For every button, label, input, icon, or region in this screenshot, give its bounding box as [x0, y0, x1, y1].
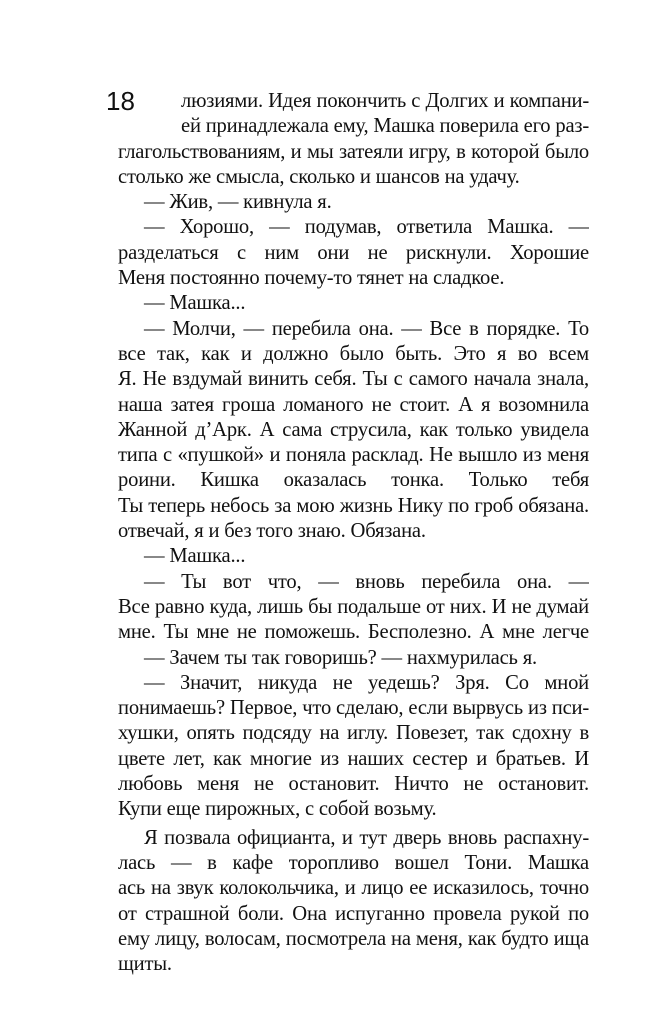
text-line: — Зачем ты так говоришь? — нахмурилась я. [144, 646, 537, 669]
text-line: ась на звук колокольчика, и лицо ее исказилось, точно [118, 877, 589, 900]
text-line: любовь меня не остановит. Ничто не остановит. [118, 773, 589, 796]
text-line: — Жив, — кивнула я. [144, 191, 332, 214]
text-line: мне. Ты мне не поможешь. Бесполезно. А мне легче [118, 621, 589, 644]
text-line: цвете лет, как многие из наших сестер и братьев. И [118, 747, 589, 770]
body-text [118, 89, 589, 977]
text-line: Купи еще пирожных, с собой возьму. [118, 798, 437, 821]
text-line: — Машка... [144, 545, 246, 568]
text-line: наша затея гроша ломаного не стоит. А я возомнила [118, 393, 589, 416]
text-line: Меня постоянно почему-то тянет на сладкое. [118, 267, 505, 290]
text-line: лась — в кафе торопливо вошел Тони. Машка [118, 851, 589, 874]
text-line: Ты теперь небось за мою жизнь Нику по гроб обязана. [118, 494, 589, 517]
text-line: Жанной д’Арк. А сама струсила, как только увидела [118, 418, 589, 441]
text-line: ему лицу, волосам, посмотрела на меня, как будто ища [118, 927, 589, 950]
text-line: ей принадлежала ему, Машка поверила его раз- [181, 115, 589, 138]
text-line: роини. Кишка оказалась тонка. Только тебя [118, 469, 589, 492]
text-line: отвечай, я и без того знаю. Обязана. [118, 520, 426, 543]
text-line: люзиями. Идея покончить с Долгих и компани- [181, 90, 589, 112]
page-number: 18 [106, 86, 135, 116]
text-line: глагольствованиям, и мы затеяли игру, в которой было [118, 140, 589, 163]
text-line: разделаться с ним они не рискнули. Хорошие [118, 241, 589, 264]
text-line: Все равно куда, лишь бы подальше от них. И не думай [118, 595, 589, 618]
text-line: — Машка... [144, 292, 246, 315]
text-line: хушки, опять подсяду на иглу. Повезет, так сдохну в [118, 722, 589, 745]
text-line: — Молчи, — перебила она. — Все в порядке. То [144, 317, 589, 340]
text-line: Я. Не вздумай винить себя. Ты с самого начала знала, [118, 368, 589, 391]
text-line: Я позвала официанта, и тут дверь вновь распахну- [144, 826, 589, 849]
text-line: щиты. [118, 953, 172, 976]
text-line: понимаешь? Первое, что сделаю, если вырвусь из пси- [118, 697, 589, 720]
text-line: — Хорошо, — подумав, ответила Машка. — [144, 216, 589, 239]
text-line: — Значит, никуда не уедешь? Зря. Со мной [144, 671, 589, 694]
text-line: — Ты вот что, — вновь перебила она. — [144, 570, 589, 593]
text-line: столько же смысла, сколько и шансов на удачу. [118, 165, 520, 188]
text-line: типа с «пушкой» и поняла расклад. Не вышло из меня [118, 444, 589, 467]
text-line: все так, как и должно было быть. Это я во всем [118, 342, 589, 365]
text-line: от страшной боли. Она испуганно провела рукой по [118, 902, 589, 925]
